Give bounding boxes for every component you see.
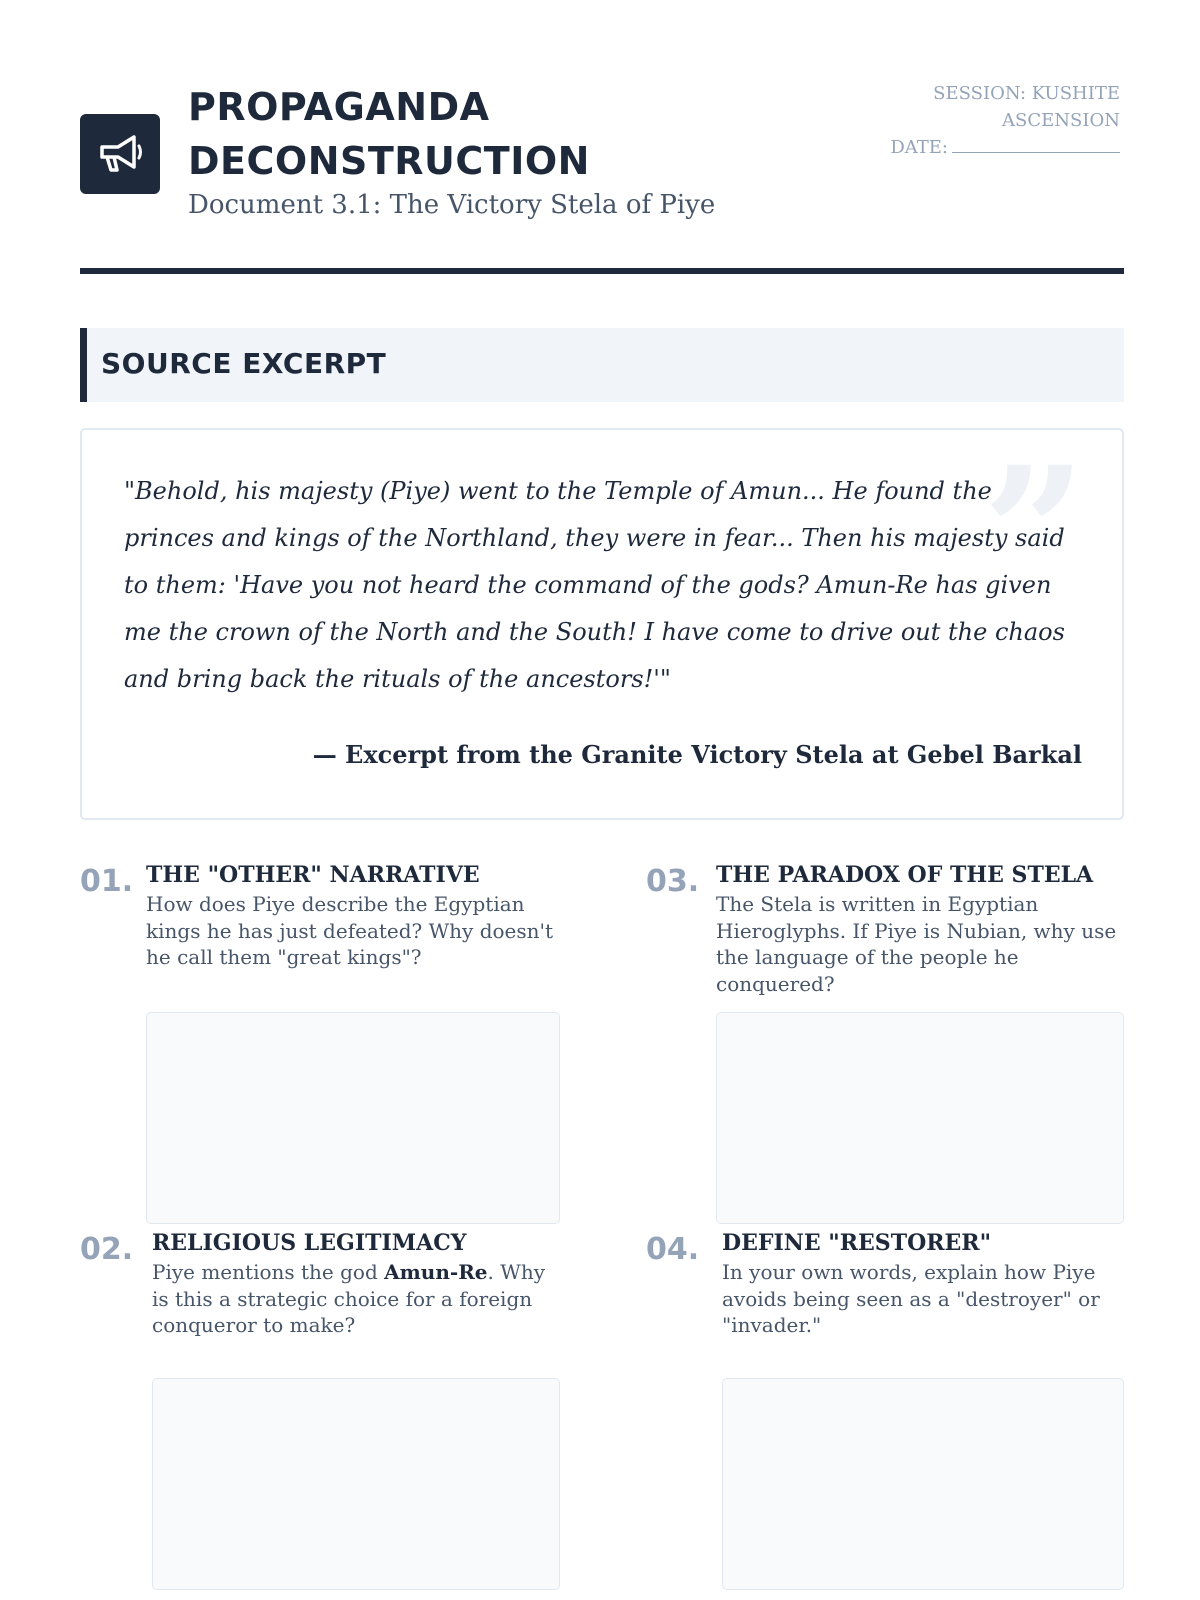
date-row <box>860 134 1120 161</box>
quote-text: "Behold, his majesty (Piye) went to the Temple of Amun... He found the princes and kings of the Northland, they were in fear... Then his majesty said to them: 'Have you not heard the command of the gods? Amun-Re has given me the crown of the North and the South! I have come to drive out the chaos and bring back the rituals of the ancestors!'" <box>124 477 1065 693</box>
question-text <box>152 1259 560 1339</box>
section-heading: SOURCE EXCERPT <box>101 347 387 380</box>
question-text: How does Piye describe the Egyptian kings he has just defeated? Why doesn't he call them "great kings"? <box>146 892 554 969</box>
page-title: PROPAGANDA DECONSTRUCTION <box>188 85 590 183</box>
question-02 <box>80 1230 560 1590</box>
date-blank[interactable] <box>952 134 1120 153</box>
date-label: DATE: <box>890 137 948 158</box>
question-text: The Stela is written in Egyptian Hieroglyphs. If Piye is Nubian, why use the language of the people he conquered? <box>716 892 1117 996</box>
answer-box[interactable] <box>152 1378 560 1590</box>
question-text-part: . Why is this a strategic choice for a foreign conqueror to make? <box>152 1260 545 1337</box>
session-label: SESSION: KUSHITE ASCENSION <box>933 83 1120 131</box>
quote-mark-icon: ” <box>982 428 1086 639</box>
source-quote-box <box>80 428 1124 820</box>
worksheet-header <box>80 80 1120 228</box>
answer-box[interactable] <box>716 1012 1124 1224</box>
source-section-header <box>80 328 1124 402</box>
quote-attribution: — Excerpt from the Granite Victory Stela at Gebel Barkal <box>312 740 1082 769</box>
answer-box[interactable] <box>722 1378 1124 1590</box>
question-04 <box>646 1230 1124 1590</box>
question-title: DEFINE "RESTORER" <box>722 1230 992 1256</box>
question-number: 04. <box>646 1232 700 1267</box>
question-03 <box>646 862 1124 1222</box>
answer-box[interactable] <box>146 1012 560 1224</box>
question-title: THE "OTHER" NARRATIVE <box>146 862 480 888</box>
question-title: RELIGIOUS LEGITIMACY <box>152 1230 467 1256</box>
question-text-part: Piye mentions the god <box>152 1260 385 1284</box>
question-01 <box>80 862 560 1222</box>
question-number: 02. <box>80 1232 134 1267</box>
header-divider <box>80 268 1124 274</box>
question-text-emphasis: Amun-Re <box>384 1260 488 1284</box>
question-number: 03. <box>646 864 700 899</box>
question-number: 01. <box>80 864 134 899</box>
page-subtitle: Document 3.1: The Victory Stela of Piye <box>188 190 716 220</box>
session-meta <box>860 80 1120 161</box>
question-title: THE PARADOX OF THE STELA <box>716 862 1094 888</box>
logo-badge <box>80 114 160 194</box>
megaphone-icon <box>96 132 144 176</box>
question-text: In your own words, explain how Piye avoids being seen as a "destroyer" or "invader." <box>722 1260 1100 1337</box>
